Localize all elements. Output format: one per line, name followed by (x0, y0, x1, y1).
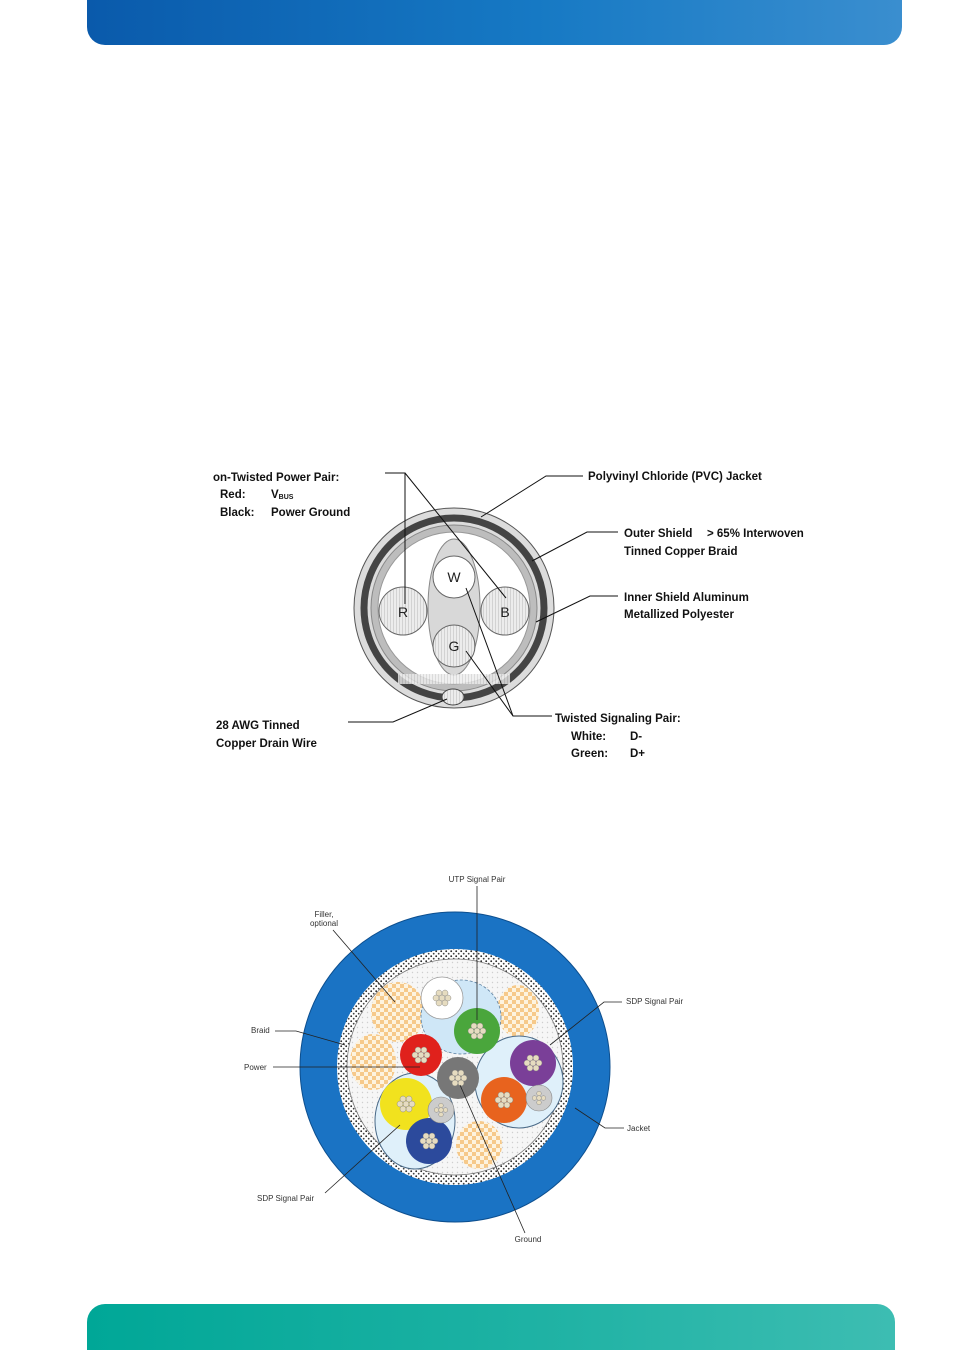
inner-shield-label-line1: Inner Shield Aluminum (624, 592, 749, 604)
jacket-label: Jacket (627, 1124, 651, 1133)
ground-label: Ground (514, 1235, 542, 1244)
white-conductor-letter: W (447, 569, 461, 585)
drain-wire (442, 689, 464, 705)
filler (350, 1034, 396, 1090)
drain-label-line1: 28 AWG Tinned (216, 720, 300, 732)
drain-label-line2: Copper Drain Wire (216, 738, 317, 750)
black-value: Power Ground (271, 507, 351, 519)
black-label: Black: (220, 507, 255, 519)
green-conductor-letter: G (448, 638, 460, 654)
black-conductor-letter: B (500, 604, 510, 620)
outer-shield-label-line2: Tinned Copper Braid (624, 546, 738, 558)
usb2-cable-diagram (213, 471, 804, 760)
red-label: Red: (220, 489, 246, 501)
white-value: D- (630, 731, 643, 743)
footer-bar (87, 1304, 895, 1350)
braid-label: Braid (251, 1026, 270, 1035)
outer-shield-label-b: > 65% Interwoven (707, 528, 804, 540)
utp-label: UTP Signal Pair (448, 875, 506, 884)
filler (371, 982, 425, 1042)
green-label: Green: (571, 748, 609, 760)
sdp-right-label: SDP Signal Pair (626, 997, 684, 1006)
jacket-label: Polyvinyl Chloride (PVC) Jacket (588, 471, 762, 483)
outer-shield-label-a: Outer Shield (624, 528, 693, 540)
power-label: Power (244, 1063, 267, 1072)
green-value: D+ (630, 748, 646, 760)
usb3-cable-diagram (244, 875, 684, 1244)
red-conductor-letter: R (397, 604, 409, 620)
red-value: VBUS (271, 489, 294, 501)
sdp-left-label: SDP Signal Pair (257, 1194, 315, 1203)
filler (497, 985, 539, 1037)
power-pair-title: on-Twisted Power Pair: (213, 472, 340, 484)
filler-label-line1: Filler, (314, 910, 334, 919)
inner-shield-label-line2: Metallized Polyester (624, 609, 734, 621)
white-label: White: (571, 731, 607, 743)
filler-label-line2: optional (309, 919, 339, 928)
signal-pair-title: Twisted Signaling Pair: (555, 713, 681, 725)
